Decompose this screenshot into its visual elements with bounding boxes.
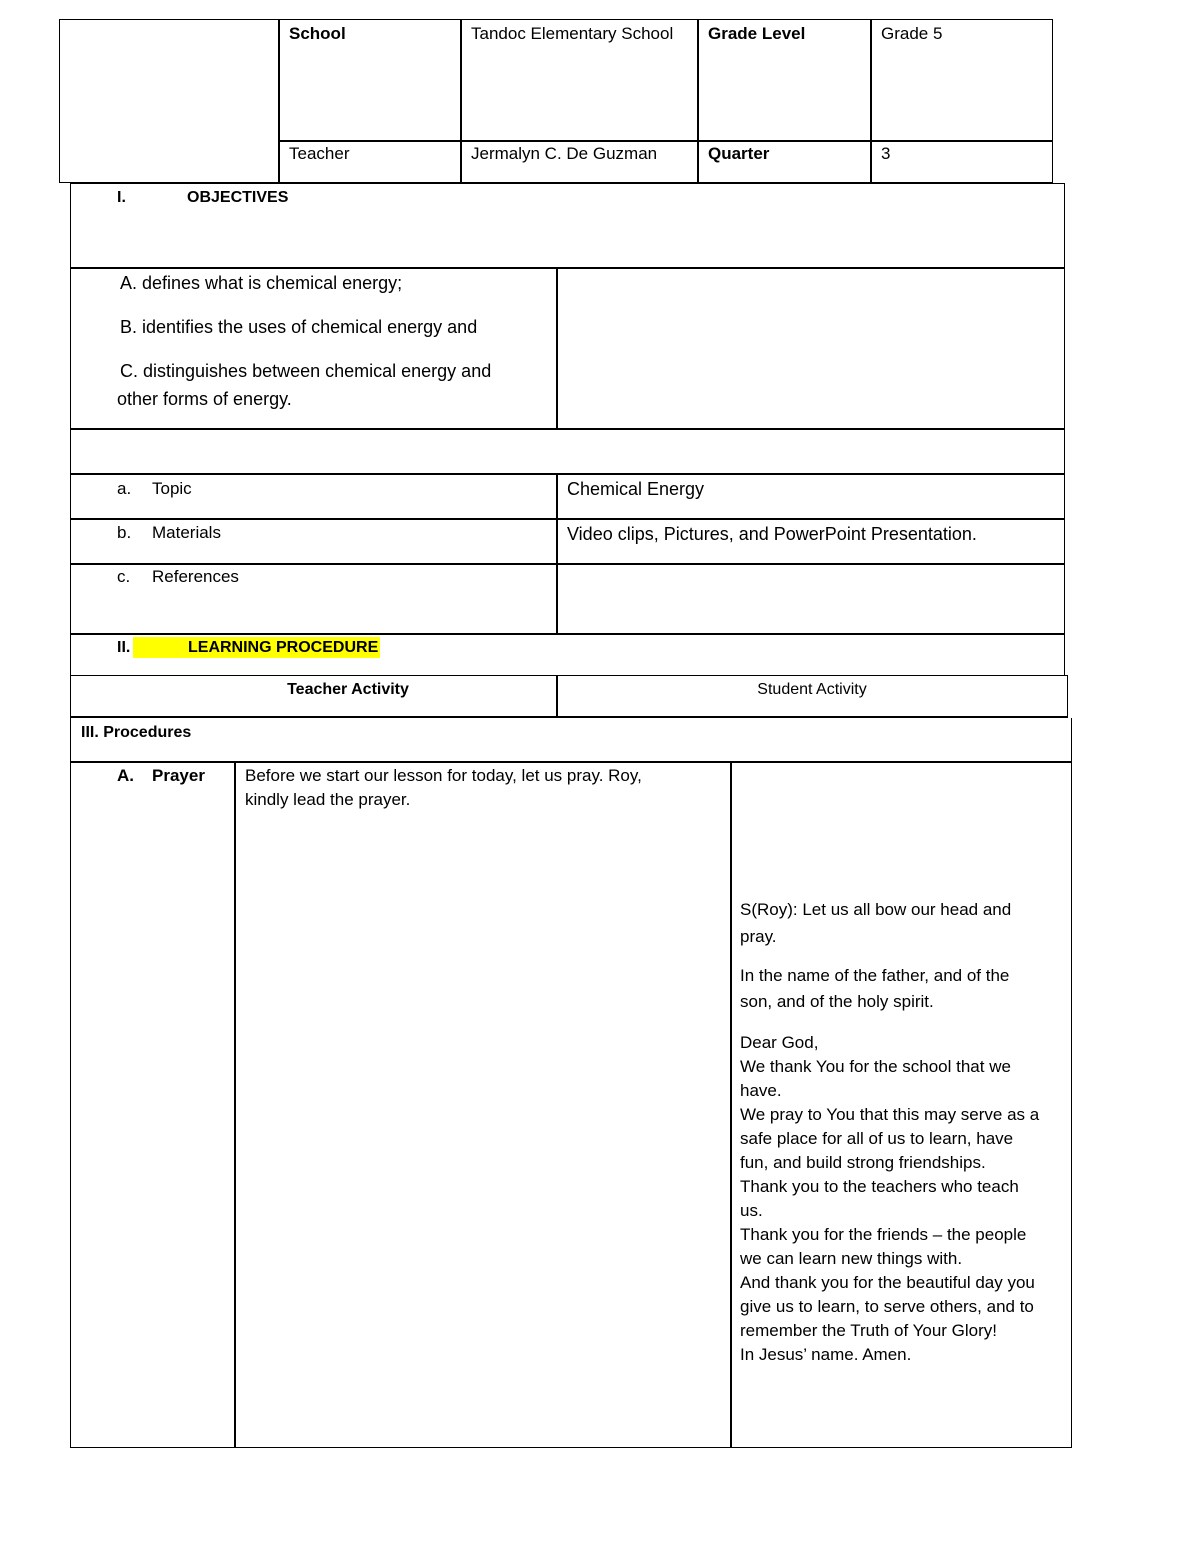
col-divider — [556, 473, 558, 634]
objectives-numeral: I. — [117, 189, 126, 206]
procedures-heading: III. Procedures — [81, 724, 192, 741]
teacher-value: Jermalyn C. De Guzman — [471, 144, 658, 163]
objective-item-c: C. distinguishes between chemical energy and — [120, 361, 492, 381]
text-line: We thank You for the school that we — [740, 1057, 1011, 1076]
text-line: We pray to You that this may serve as a — [740, 1105, 1040, 1124]
student-activity-header: Student Activity — [757, 681, 867, 698]
header-divider — [278, 140, 1053, 142]
prayer-student-p1 — [740, 896, 1011, 950]
text-line: In Jesus’ name. Amen. — [740, 1345, 912, 1364]
text-line: son, and of the holy spirit. — [740, 992, 934, 1011]
topic-value: Chemical Energy — [567, 479, 705, 499]
header-divider — [870, 19, 872, 183]
text-line: we can learn new things with. — [740, 1249, 963, 1268]
materials-label: Materials — [152, 523, 221, 542]
grade-level-value: Grade 5 — [881, 24, 943, 43]
prayer-teacher-text — [245, 764, 642, 812]
objectives-heading: OBJECTIVES — [187, 189, 289, 206]
materials-letter: b. — [117, 523, 132, 542]
objective-item-a: A. defines what is chemical energy; — [120, 273, 403, 293]
school-value: Tandoc Elementary School — [471, 24, 674, 43]
row-divider — [70, 633, 1065, 635]
prayer-label: Prayer — [152, 766, 205, 785]
quarter-value: 3 — [881, 144, 891, 163]
text-line: Before we start our lesson for today, let us pray. Roy, — [245, 766, 642, 785]
prayer-letter: A. — [117, 766, 134, 785]
text-line: In the name of the father, and of the — [740, 966, 1010, 985]
references-label: References — [152, 567, 239, 586]
row-divider — [70, 473, 1065, 475]
row-divider — [70, 518, 1065, 520]
text-line: give us to learn, to serve others, and to — [740, 1297, 1034, 1316]
topic-letter: a. — [117, 479, 132, 498]
text-line: Thank you to the teachers who teach — [740, 1177, 1019, 1196]
references-letter: c. — [117, 567, 131, 586]
teacher-label: Teacher — [289, 144, 350, 163]
row-divider — [70, 267, 1065, 269]
text-line: fun, and build strong friendships. — [740, 1153, 986, 1172]
header-divider — [697, 19, 699, 183]
prayer-student-p2 — [740, 963, 1009, 1015]
grade-level-label: Grade Level — [708, 24, 806, 43]
objective-item-c-cont: other forms of energy. — [117, 389, 292, 409]
text-line: have. — [740, 1081, 782, 1100]
text-line: And thank you for the beautiful day you — [740, 1273, 1035, 1292]
text-line: Dear God, — [740, 1033, 819, 1052]
row-divider — [70, 563, 1065, 565]
materials-value: Video clips, Pictures, and PowerPoint Presentation. — [567, 524, 977, 544]
topic-label: Topic — [152, 479, 192, 498]
text-line: pray. — [740, 927, 777, 946]
learning-procedure-numeral: II. — [117, 639, 131, 656]
text-line: S(Roy): Let us all bow our head and — [740, 900, 1012, 919]
learning-procedure-heading: LEARNING PROCEDURE — [133, 637, 380, 658]
text-line: kindly lead the prayer. — [245, 790, 411, 809]
header-divider — [278, 19, 280, 183]
objective-item-b: B. identifies the uses of chemical energy and — [120, 317, 478, 337]
col-divider — [234, 761, 236, 1448]
teacher-activity-header: Teacher Activity — [287, 681, 409, 698]
text-line: remember the Truth of Your Glory! — [740, 1321, 998, 1340]
row-divider — [70, 428, 1065, 430]
quarter-label: Quarter — [708, 144, 770, 163]
text-line: us. — [740, 1201, 763, 1220]
school-label: School — [289, 24, 346, 43]
col-divider — [730, 761, 732, 1448]
header-divider — [460, 19, 462, 183]
text-line: safe place for all of us to learn, have — [740, 1129, 1014, 1148]
col-divider — [556, 267, 558, 429]
text-line: Thank you for the friends – the people — [740, 1225, 1027, 1244]
row-divider — [70, 761, 1072, 763]
prayer-student-p3 — [740, 1031, 1039, 1367]
